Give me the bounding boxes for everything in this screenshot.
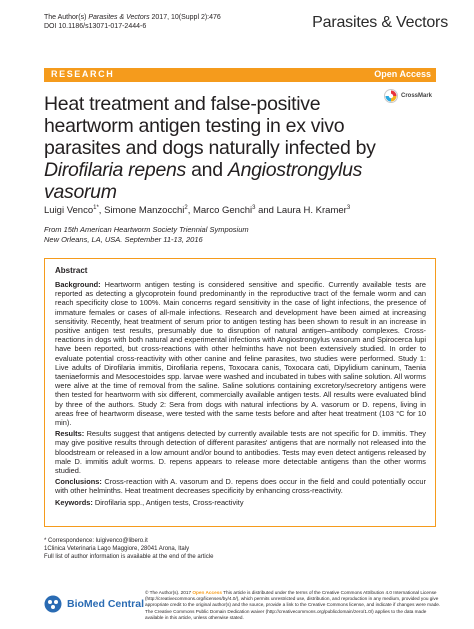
- abstract-keywords: Keywords: Dirofilaria spp., Antigen tests, Cross-reactivity: [55, 497, 244, 507]
- license-text: © The Author(s). 2017 Open Access This article is distributed under the terms of the Creative Commons Attribution 4.0 International License (http://creativecommons.org/licenses/by/4.0/), which permits unrestricted use, distribution, and reproduction in any medium, provided you give appropriate credit to the original author(s) and the source, provide a link to the Creative Commons license, and indicate if changes were made. The Creative Commons Public Domain Dedication waiver (http://creativecommons.org/publicdomain/zero/1.0/) applies to the data made available in this article, unless otherwise stated.: [145, 590, 441, 620]
- abstract-results: Results: Results suggest that antigens detected by currently available tests are not specific for D. immitis. They may give positive results through detection of different parasites' antigens that are normally not released into the bloodstream or released in a low amount and/or bound to antibodies. Tests may even detect antigens released by male D. immitis adult worms. D. repens appears to release more detectable antigens than the other worms studied.: [55, 429, 426, 476]
- author-2[interactable]: , Simone Manzocchi: [98, 205, 185, 217]
- article-type-label: RESEARCH: [51, 69, 115, 79]
- abstract-heading: Abstract: [55, 266, 88, 275]
- crossmark-badge[interactable]: [384, 89, 432, 103]
- publisher-name: BioMed Central: [67, 598, 145, 610]
- journal-name: Parasites & Vectors: [312, 14, 448, 31]
- abstract-background: Background: Heartworm antigen testing is considered sensitive and specific. Currently available tests are reported as detecting a glycoprotein found predominantly in the reproductive tract of the female worm and can reach specificity close to 100%. Main concerns regard sensitivity in the case of light infections, the presence of immature females or cases of all-male infections. Research and development have been aimed at increasing sensitivity. Recently, heat treatment of serum prior to antigen testing has been shown to result in an increase in positive antigen test results, presumably due to disruption of natural antigen–antibody complexes. Cross-reactions in dogs with both natural and experimental infections with Angiostrongylus vasorum and Spirocerca lupi have been reported, but cross-reactions with other helminths have not been extensively studied. In order to evaluate potential cross-reactivity with other canine and feline parasites, two studies were performed. Study 1: Live adults of Dirofilaria immitis, Dirofilaria repens, Toxocara canis, Toxocara cati, Dipylidium caninum, Taenia taeniaeformis and Mesocestoides spp. larvae were washed and incubated in tubes with saline solution. All worms were alive at the time of removal from the saline. Saline solutions containing excretory/secretory antigens were then tested for heartworm with six different, commercially available antigen tests. All results were evaluated blind by three of the authors. Study 2: Sera from dogs with natural infections by A. vasorum or D. repens, living in areas free of heartworm disease, were tested with the same tests before and after heat treatment (103 °C for 10 min).: [55, 280, 426, 428]
- conference-note: From 15th American Heartworm Society Triennial Symposium New Orleans, LA, USA. September 11-13, 2016: [44, 225, 249, 244]
- author-4[interactable]: and Laura H. Kramer: [255, 205, 347, 217]
- open-access-label: Open Access: [374, 69, 431, 79]
- correspondence[interactable]: * Correspondence: luigivenco@libero.it: [44, 538, 148, 544]
- biomed-central-icon: [44, 595, 62, 613]
- affiliation: 1Clinica Veterinaria Lago Maggiore, 28041 Arona, Italy: [44, 546, 190, 552]
- author-1[interactable]: Luigi Venco: [44, 205, 94, 217]
- abstract-conclusions: Conclusions: Cross-reaction with A. vasorum and D. repens does occur in the field and could potentially occur with other helminths. Heat treatment decreases specificity by enhancing cross-reactivity.: [55, 477, 426, 496]
- article-title: Heat treatment and false-positive heartworm antigen testing in ex vivo parasites and dogs naturally infected by Dirofilaria repens and Angiostrongylus vasorum: [44, 93, 376, 203]
- citation-journal: Parasites & Vectors: [88, 14, 150, 21]
- crossmark-icon: [384, 89, 398, 103]
- doi[interactable]: DOI 10.1186/s13071-017-2444-6: [44, 23, 147, 30]
- author-info-note: Full list of author information is available at the end of the article: [44, 554, 214, 560]
- author-3[interactable]: , Marco Genchi: [187, 205, 253, 217]
- abstract-box: [44, 258, 436, 527]
- footnotes: [44, 537, 213, 561]
- author-list: Luigi Venco$^{1*}$, Simone Manzocchi$^2$, Marco Genchi$^3$ and Laura H. Kramer$^3$: [44, 205, 351, 217]
- article-type-band: [44, 68, 436, 82]
- crossmark-label: CrossMark: [401, 93, 433, 99]
- citation: The Author(s) Parasites & Vectors 2017, 10(Suppl 2):476 DOI 10.1186/s13071-017-2444-6: [44, 14, 221, 30]
- abstract-body: [55, 280, 426, 509]
- publisher-logo[interactable]: [44, 595, 144, 613]
